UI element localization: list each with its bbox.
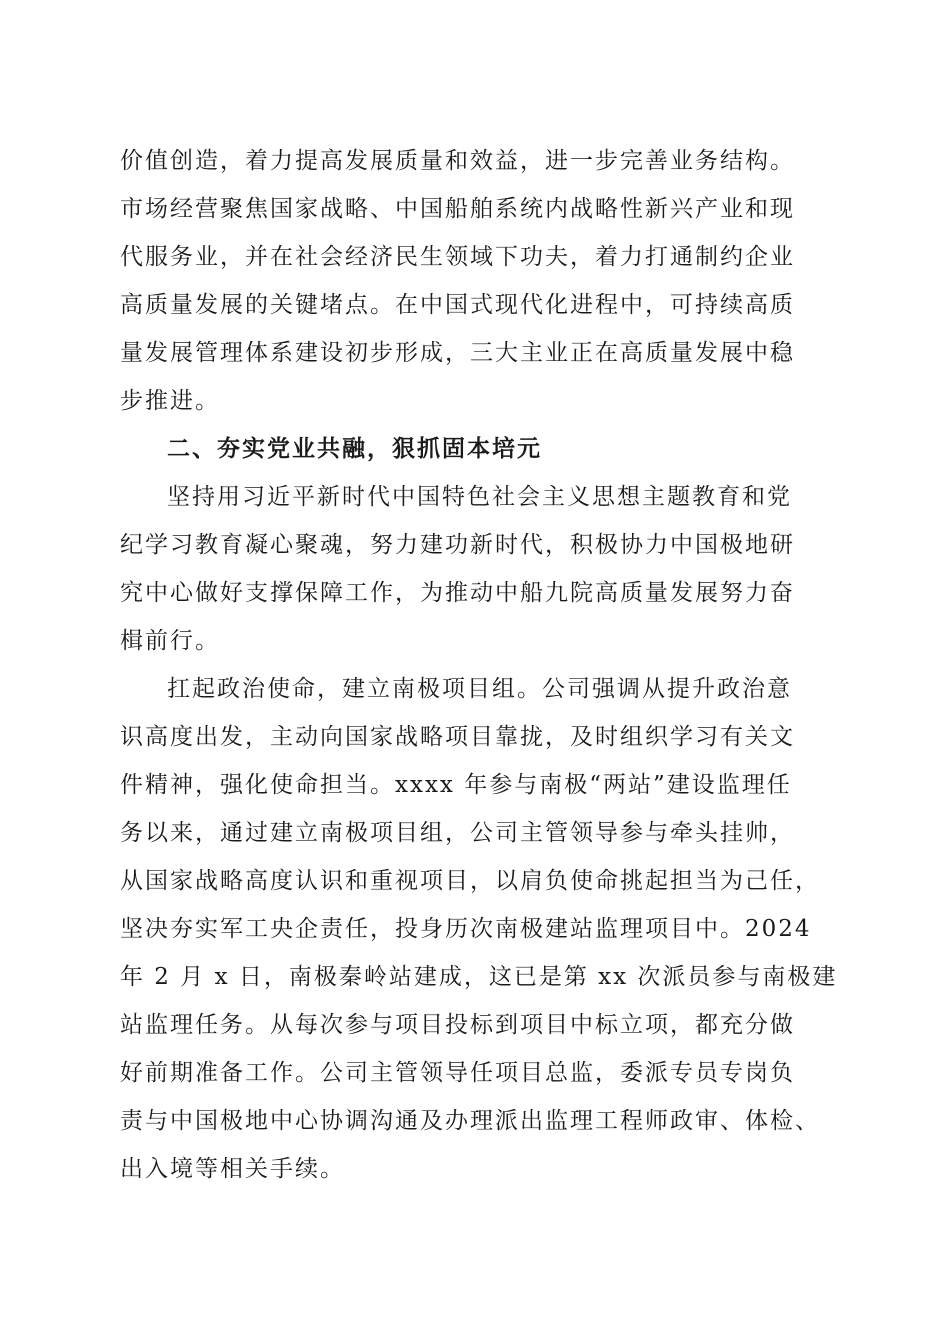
paragraph-line: 从国家战略高度认识和重视项目，以肩负使命挑起担当为己任，: [120, 868, 820, 894]
paragraph-line: 市场经营聚焦国家战略、中国船舶系统内战略性新兴产业和现: [120, 196, 795, 222]
section-heading: 二、夯实党业共融，狠抓固本培元: [167, 436, 542, 462]
paragraph-line: 坚持用习近平新时代中国特色社会主义思想主题教育和党: [167, 484, 792, 510]
paragraph-line: 件精神，强化使命担当。xxxx 年参与南极“两站”建设监理任: [120, 772, 792, 798]
paragraph-line: 步推进。: [120, 388, 220, 414]
paragraph-line: 出入境等相关手续。: [120, 1156, 345, 1182]
paragraph-line: 扛起政治使命，建立南极项目组。公司强调从提升政治意: [167, 676, 792, 702]
paragraph-line: 好前期准备工作。公司主管领导任项目总监，委派专员专岗负: [120, 1060, 795, 1086]
paragraph-line: 责与中国极地中心协调沟通及办理派出监理工程师政审、体检、: [120, 1108, 820, 1134]
paragraph-line: 识高度出发，主动向国家战略项目靠拢，及时组织学习有关文: [120, 724, 795, 750]
paragraph-line: 究中心做好支撑保障工作，为推动中船九院高质量发展努力奋: [120, 580, 795, 606]
paragraph-line: 务以来，通过建立南极项目组，公司主管领导参与牵头挂帅，: [120, 820, 795, 846]
paragraph-line: 纪学习教育凝心聚魂，努力建功新时代，积极协力中国极地研: [120, 532, 795, 558]
paragraph-line: 站监理任务。从每次参与项目投标到项目中标立项，都充分做: [120, 1012, 795, 1038]
paragraph-line: 楫前行。: [120, 628, 220, 654]
paragraph-line: 年 2 月 x 日，南极秦岭站建成，这已是第 xx 次派员参与南极建: [120, 964, 838, 990]
paragraph-line: 坚决夯实军工央企责任，投身历次南极建站监理项目中。2024: [120, 916, 812, 942]
paragraph-line: 价值创造，着力提高发展质量和效益，进一步完善业务结构。: [120, 148, 795, 174]
paragraph-line: 高质量发展的关键堵点。在中国式现代化进程中，可持续高质: [120, 292, 795, 318]
paragraph-line: 代服务业，并在社会经济民生领域下功夫，着力打通制约企业: [120, 244, 795, 270]
paragraph-line: 量发展管理体系建设初步形成，三大主业正在高质量发展中稳: [120, 340, 795, 366]
